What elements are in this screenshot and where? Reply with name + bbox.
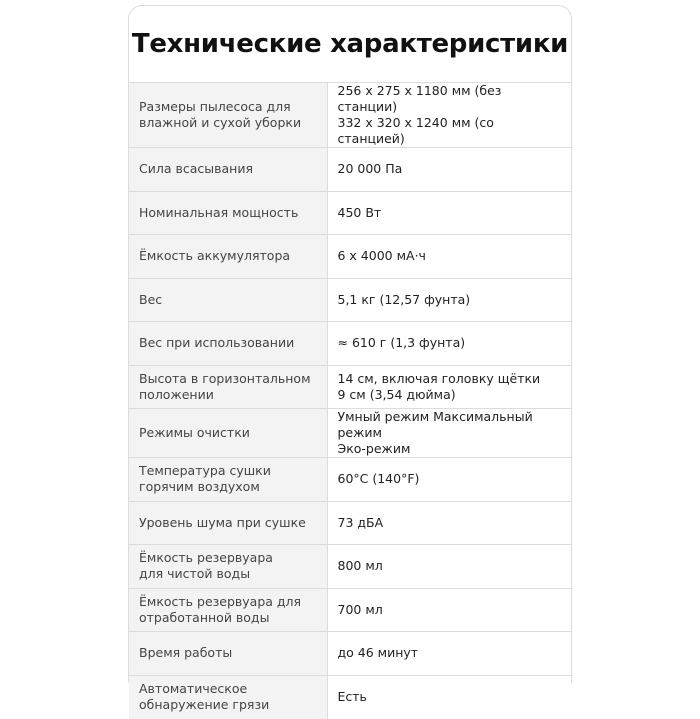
table-row <box>129 458 571 502</box>
table-row <box>129 278 571 322</box>
spec-label: Температура сушки горячим воздухом <box>129 458 327 502</box>
spec-value: 800 мл <box>327 545 571 589</box>
spec-label: Номинальная мощность <box>129 191 327 235</box>
table-row <box>129 83 571 148</box>
table-row <box>129 365 571 409</box>
spec-value: 256 x 275 x 1180 мм (без станции) 332 x 320 x 1240 мм (со станцией) <box>327 83 571 148</box>
spec-value: 5,1 кг (12,57 фунта) <box>327 278 571 322</box>
spec-value: 700 мл <box>327 588 571 632</box>
table-row <box>129 501 571 545</box>
spec-value: 14 см, включая головку щётки 9 см (3,54 дюйма) <box>327 365 571 409</box>
spec-value: 6 x 4000 мА·ч <box>327 235 571 279</box>
spec-label: Режимы очистки <box>129 409 327 458</box>
spec-label: Высота в горизонтальном положении <box>129 365 327 409</box>
spec-label: Уровень шума при сушке <box>129 501 327 545</box>
spec-value: 450 Вт <box>327 191 571 235</box>
spec-value: ≈ 610 г (1,3 фунта) <box>327 322 571 366</box>
spec-value: 73 дБА <box>327 501 571 545</box>
spec-label: Ёмкость резервуара для чистой воды <box>129 545 327 589</box>
table-row <box>129 675 571 719</box>
table-row <box>129 545 571 589</box>
table-row <box>129 588 571 632</box>
table-row <box>129 235 571 279</box>
spec-label: Вес <box>129 278 327 322</box>
table-row <box>129 409 571 458</box>
table-row <box>129 632 571 676</box>
spec-value: Есть <box>327 675 571 719</box>
spec-value: Умный режим Максимальный режим Эко-режим <box>327 409 571 458</box>
spec-table <box>129 83 571 719</box>
spec-label: Размеры пылесоса для влажной и сухой уборки <box>129 83 327 148</box>
table-row <box>129 191 571 235</box>
spec-value: 60°C (140°F) <box>327 458 571 502</box>
spec-table-body <box>129 83 571 719</box>
spec-label: Автоматическое обнаружение грязи <box>129 675 327 719</box>
spec-value: до 46 минут <box>327 632 571 676</box>
spec-card <box>128 5 572 712</box>
spec-label: Вес при использовании <box>129 322 327 366</box>
table-row <box>129 148 571 192</box>
spec-value: 20 000 Па <box>327 148 571 192</box>
spec-label: Время работы <box>129 632 327 676</box>
spec-label: Сила всасывания <box>129 148 327 192</box>
table-row <box>129 322 571 366</box>
spec-label: Ёмкость резервуара для отработанной воды <box>129 588 327 632</box>
spec-label: Ёмкость аккумулятора <box>129 235 327 279</box>
page-title: Технические характеристики <box>129 6 571 83</box>
